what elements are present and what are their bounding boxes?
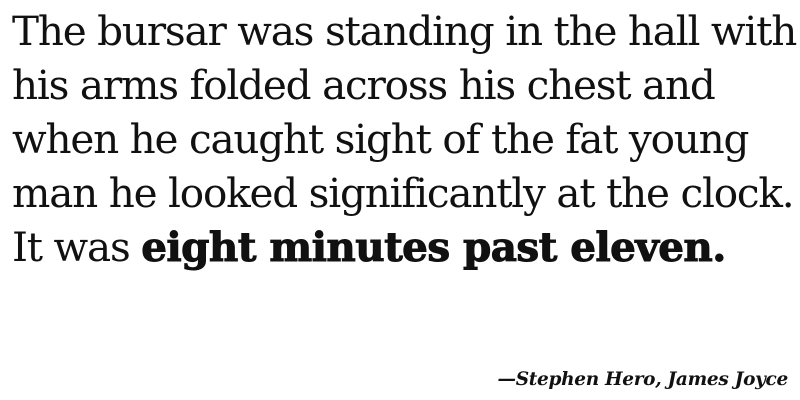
quote-attribution: —Stephen Hero, James Joyce [497,369,788,390]
quote-line-2: his arms folded across his chest and [12,61,715,109]
quote-line-5-plain: It was [12,223,142,271]
quote-text [12,0,797,274]
quote-line-3: when he caught sight of the fat young [12,115,749,163]
quote-line-4: man he looked significantly at the clock. [12,169,794,217]
quote-line-1: The bursar was standing in the hall with [12,7,797,55]
quote-emphasis: eight minutes past eleven. [141,223,726,271]
quote-line-5 [12,220,797,274]
